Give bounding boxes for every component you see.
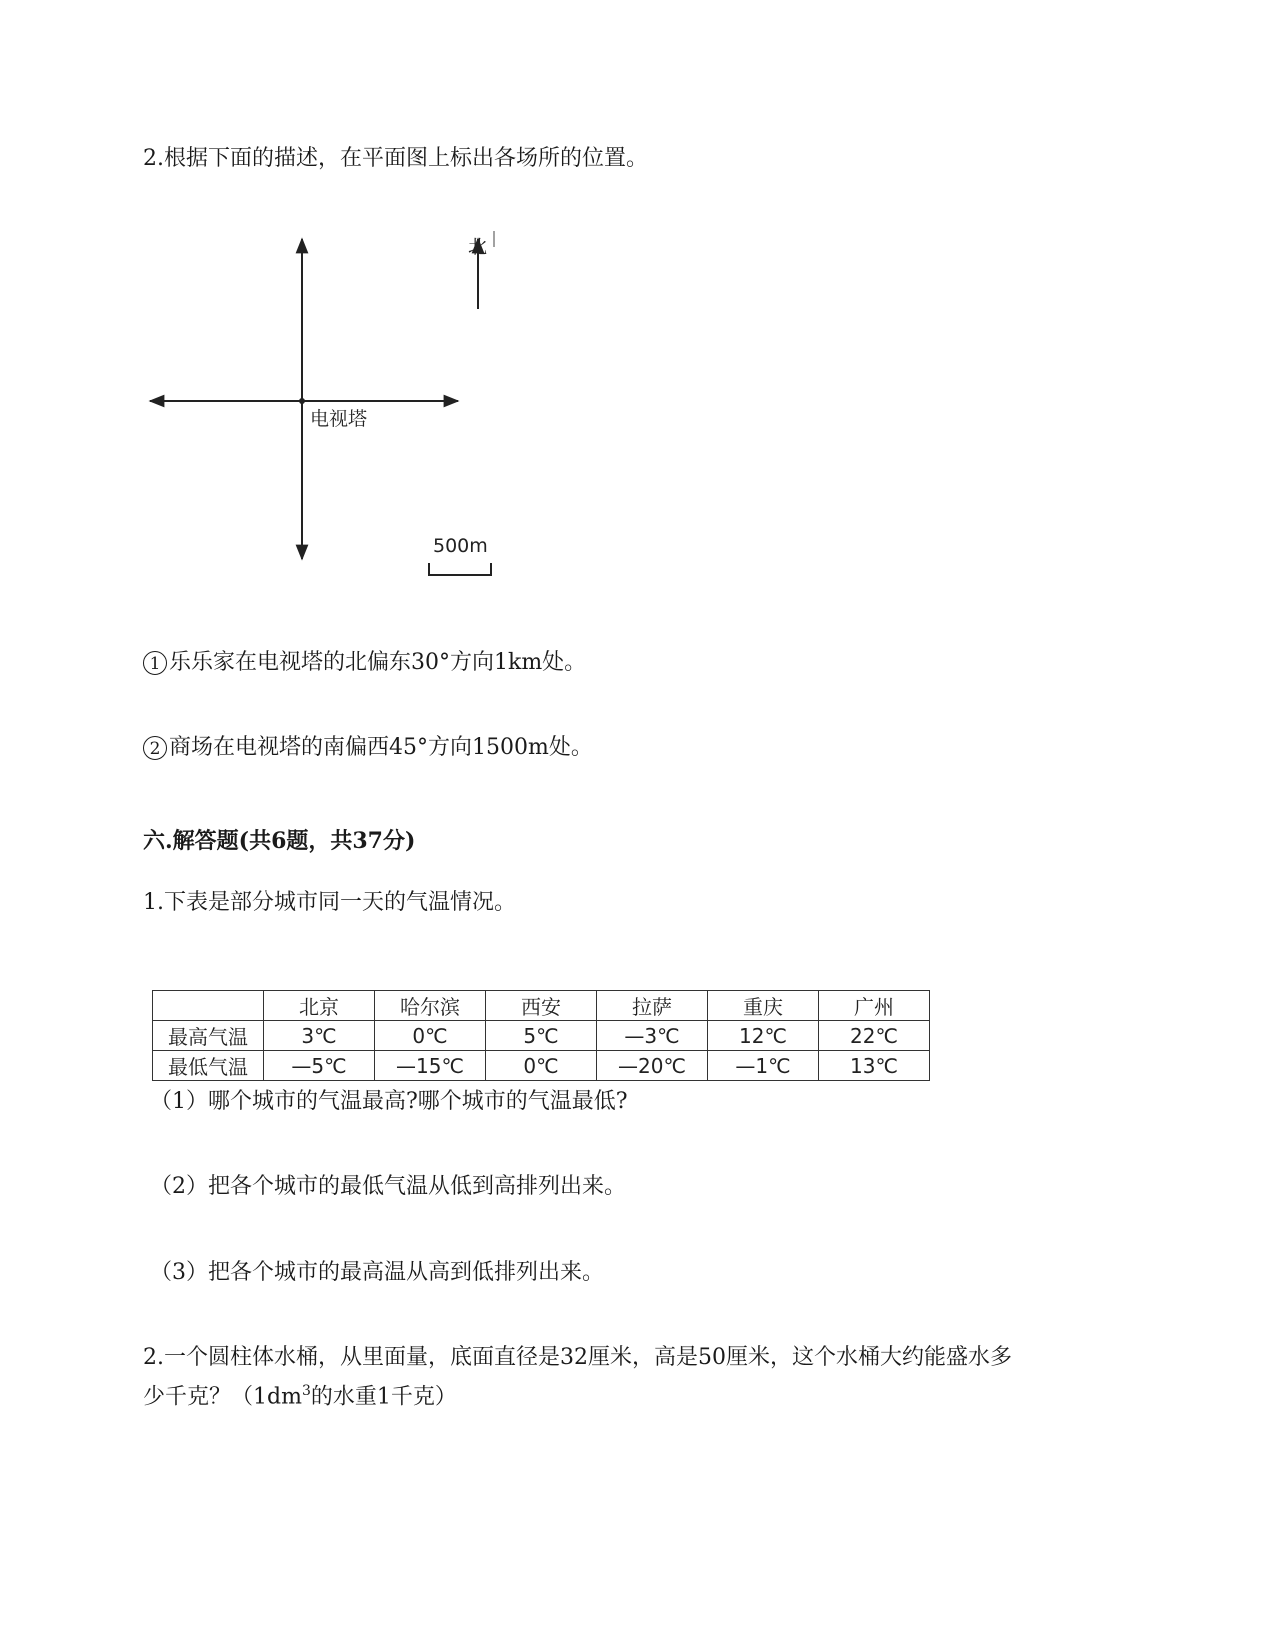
table-header: 北京	[264, 991, 375, 1021]
tv-tower-point	[299, 398, 305, 404]
subquestion-3: （3）把各个城市的最高温从高到低排列出来。	[150, 1260, 604, 1285]
table-corner	[153, 991, 264, 1021]
question-2-title: 2.根据下面的描述，在平面图上标出各场所的位置。	[143, 146, 648, 171]
table-cell: 0℃	[486, 1051, 597, 1081]
subquestion-2: （2）把各个城市的最低气温从低到高排列出来。	[150, 1174, 626, 1199]
table-cell: —20℃	[597, 1051, 708, 1081]
table-cell: —15℃	[375, 1051, 486, 1081]
table-cell: —5℃	[264, 1051, 375, 1081]
table-cell: 3℃	[264, 1021, 375, 1051]
item-2	[143, 733, 593, 763]
item-1	[143, 648, 586, 678]
temperature-table	[152, 990, 930, 1081]
tv-tower-label: 电视塔	[310, 408, 368, 430]
table-cell: —1℃	[708, 1051, 819, 1081]
table-cell: 5℃	[486, 1021, 597, 1051]
item-text: 商场在电视塔的南偏西45°方向1500m处。	[169, 735, 593, 760]
question-2b-line-1: 2.一个圆柱体水桶，从里面量，底面直径是32厘米，高是50厘米，这个水桶大约能盛水多	[143, 1345, 1012, 1370]
table-header: 西安	[486, 991, 597, 1021]
table-header: 广州	[819, 991, 930, 1021]
scale-label: 500m	[433, 535, 488, 557]
table-cell: 0℃	[375, 1021, 486, 1051]
table-header: 拉萨	[597, 991, 708, 1021]
table-row	[153, 1051, 930, 1081]
table-cell: 13℃	[819, 1051, 930, 1081]
row-label: 最低气温	[153, 1051, 264, 1081]
subquestion-1: （1）哪个城市的气温最高?哪个城市的气温最低?	[150, 1089, 628, 1114]
north-label: 北	[468, 236, 488, 258]
section-title: 六.解答题(共6题，共37分)	[143, 828, 416, 854]
table-row	[153, 1021, 930, 1051]
table-header: 哈尔滨	[375, 991, 486, 1021]
table-cell: 12℃	[708, 1021, 819, 1051]
item-number: 2	[143, 736, 167, 760]
question-2b-line-2: 少千克？（$1dm^3$的水重1千克）	[143, 1383, 457, 1410]
row-label: 最高气温	[153, 1021, 264, 1051]
table-cell: 22℃	[819, 1021, 930, 1051]
table-header-row	[153, 991, 930, 1021]
table-cell: —3℃	[597, 1021, 708, 1051]
item-text: 乐乐家在电视塔的北偏东30°方向1km处。	[169, 650, 587, 675]
scale-bar	[429, 563, 491, 575]
item-number: 1	[143, 651, 167, 675]
location-diagram	[140, 225, 520, 615]
question-1-title: 1.下表是部分城市同一天的气温情况。	[143, 890, 516, 915]
table-header: 重庆	[708, 991, 819, 1021]
